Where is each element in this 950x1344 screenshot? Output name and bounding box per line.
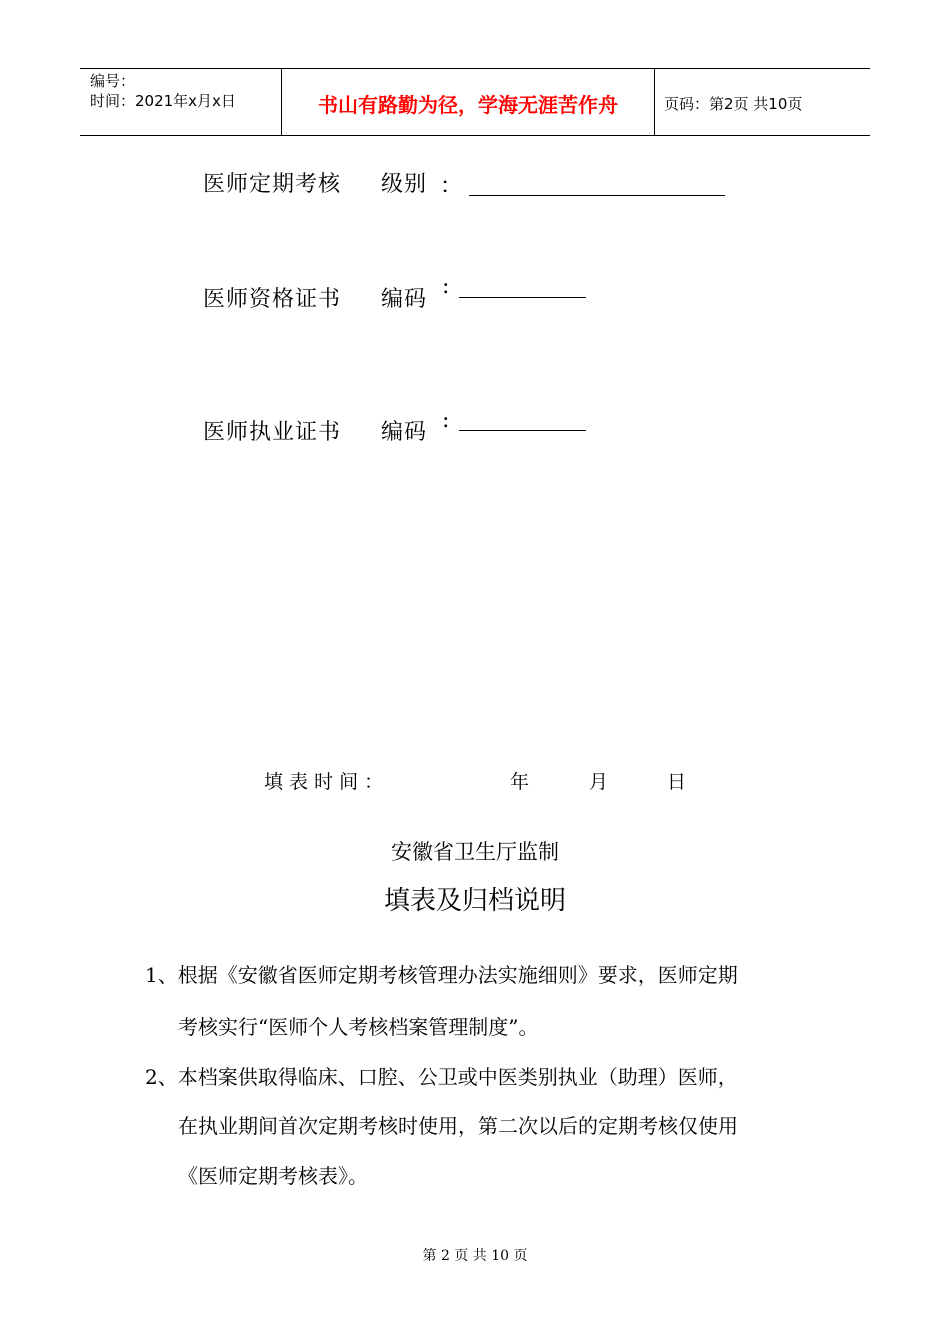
field-practice-cert-sublabel: 编码 — [381, 420, 428, 445]
field-practice-cert-label: 医师执业证书 — [203, 420, 342, 445]
fill-time-month: 月 — [589, 771, 609, 793]
fill-time-day: 日 — [667, 771, 687, 793]
field-exam-level-colon: ： — [440, 174, 463, 199]
field-qualification-cert-label: 医师资格证书 — [203, 287, 342, 312]
field-qualification-cert-colon: : — [442, 274, 450, 299]
page-footer: 第 2 页 共 10 页 — [422, 1248, 528, 1264]
header-motto: 书山有路勤为径，学海无涯苦作舟 — [318, 93, 618, 117]
instruction-1-line-1: 1、根据《安徽省医师定期考核管理办法实施细则》要求，医师定期 — [145, 963, 738, 987]
instruction-2-line-3: 《医师定期考核表》。 — [178, 1164, 368, 1188]
field-exam-level-sublabel: 级别 — [381, 172, 428, 197]
field-qualification-cert-blank[interactable] — [459, 297, 586, 298]
section-title: 填表及归档说明 — [383, 886, 566, 916]
instruction-1-line-2: 考核实行“医师个人考核档案管理制度”。 — [178, 1015, 539, 1039]
instruction-2-line-2: 在执业期间首次定期考核时使用，第二次以后的定期考核仅使用 — [178, 1114, 738, 1138]
supervisor-text: 安徽省卫生厅监制 — [391, 840, 559, 864]
header-divider-right — [654, 68, 655, 135]
fill-time-year: 年 — [510, 771, 530, 793]
field-practice-cert-blank[interactable] — [459, 430, 586, 431]
header-bottom-rule — [80, 135, 870, 136]
field-exam-level-label: 医师定期考核 — [203, 172, 342, 197]
header-date: 时间：2021年x月x日 — [90, 92, 236, 110]
fill-time-label: 填 表 时 间 ： — [264, 771, 384, 793]
header-divider-left — [281, 68, 282, 135]
instruction-2-line-1: 2、本档案供取得临床、口腔、公卫或中医类别执业（助理）医师， — [145, 1065, 738, 1089]
header-page-info: 页码：第2页 共10页 — [664, 95, 803, 113]
field-qualification-cert-sublabel: 编码 — [381, 287, 428, 312]
header-top-rule — [80, 68, 870, 69]
field-practice-cert-colon: : — [442, 408, 450, 433]
header-number-label: 编号： — [90, 72, 136, 90]
field-exam-level-blank[interactable] — [469, 195, 725, 196]
